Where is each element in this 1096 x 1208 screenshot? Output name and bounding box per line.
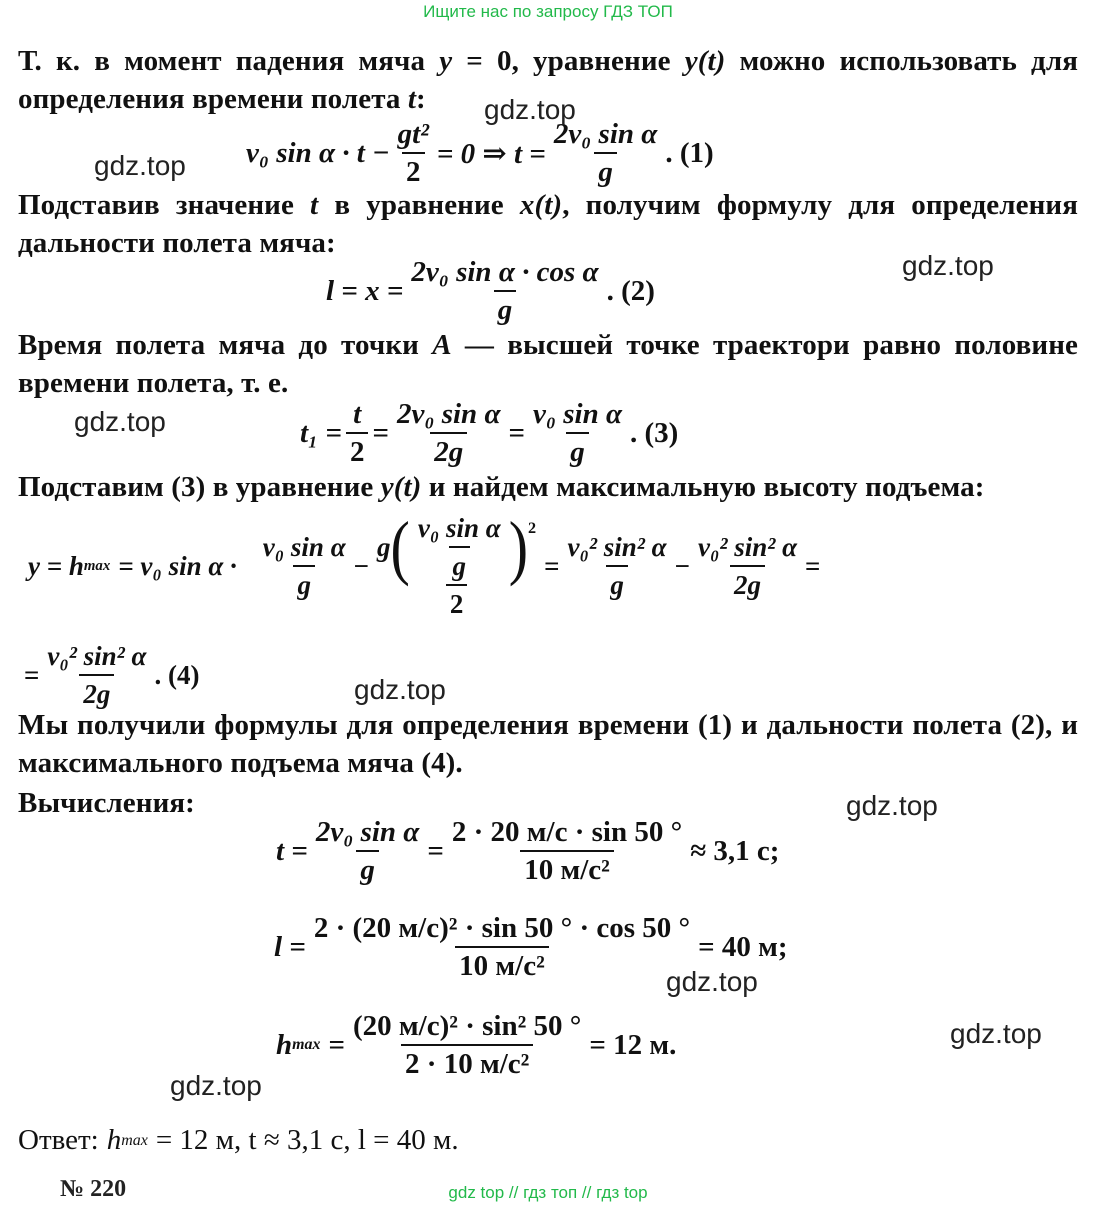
eq1-frac-b: $\frac{\text{2v₀ sin α}}{g}$ <box>553 118 658 188</box>
c3-left: h <box>276 1028 293 1061</box>
eq3-frac-a: $\frac{t}{2}$ <box>346 398 369 468</box>
symbol-t: t <box>310 189 319 221</box>
bottom-banner[interactable]: gdz top // гдз топ // гдз top <box>448 1183 648 1202</box>
text: и найдем максимальную высоту подъема: <box>428 471 985 503</box>
c1-left: t = <box>276 834 308 867</box>
eq3-frac-c: $\frac{\text{v₀ sin α}}{g}$ <box>533 398 623 468</box>
equation-4b: = $\frac{\text{v₀² sin² α}}{2g}$ . (4) <box>24 641 200 709</box>
equation-3: t₁ = $\frac{t}{2}$ = $\frac{\text{2v₀ sin α}}{2g}$ = $\frac{\text{v₀ sin α}}{g}$ . (3) <box>300 398 679 468</box>
eq4-inner-frac: $\frac{\text{v₀ sin α}}{g}$ <box>417 513 501 581</box>
answer: Ответ: h max = 12 м, t ≈ 3,1 с, l = 40 м. <box>18 1124 459 1156</box>
text: Время полета мяча до точки <box>18 329 419 361</box>
symbol-yt: y(t) <box>684 45 726 77</box>
symbol-yt: y(t) <box>380 471 422 503</box>
eq3-left: t₁ = <box>300 416 342 449</box>
eq1-tag: . (1) <box>665 136 714 169</box>
eq1-mid: = 0 ⇒ t = <box>436 137 546 170</box>
calc-1: t = $\frac{\text{2v₀ sin α}}{g}$ = $\frac{2 \cdot 20 м/с \cdot \sin 50 ^\circ}{\text{10 м/с²}}$ ≈ 3,1 с; <box>276 816 780 886</box>
eq4-sub: max <box>83 557 111 574</box>
paragraph-5 <box>18 706 1078 782</box>
eq2-frac: $\frac{\text{2v₀ sin α · cos α}}{g}$ <box>411 256 599 326</box>
text: можно использовать для определения времени полета <box>18 45 1078 115</box>
text: , получим формулу для определения дальности полета мяча: <box>18 189 1078 259</box>
text: в уравнение <box>334 189 504 221</box>
watermark: gdz.top <box>484 94 576 125</box>
eq4b-tag: . (4) <box>154 659 200 690</box>
text: Т. к. в момент падения мяча <box>18 45 426 77</box>
answer-values: = 12 м, t ≈ 3,1 с, l = 40 м. <box>155 1124 459 1156</box>
eq2-left: l = x = <box>326 274 404 307</box>
eq4-frac-3: $\frac{\text{v₀² sin² α}}{g}$ <box>567 532 667 600</box>
watermark: gdz.top <box>666 966 758 997</box>
calc-3: h max = $\frac{\text{(20 м/с)² · sin² 50 °}}{\text{2 · 10 м/с²}}$ = 12 м. <box>276 1010 677 1080</box>
paragraph-4 <box>18 468 1078 506</box>
text: Вычисления: <box>18 787 195 819</box>
watermark: gdz.top <box>170 1070 262 1101</box>
text: = 0, уравнение <box>466 45 671 77</box>
eq3-tag: . (3) <box>630 416 679 449</box>
eq3-frac-b: $\frac{\text{2v₀ sin α}}{2g}$ <box>396 398 501 468</box>
c3-frac: $\frac{\text{(20 м/с)² · sin² 50 °}}{\text{2 · 10 м/с²}}$ <box>353 1010 582 1080</box>
watermark: gdz.top <box>74 406 166 437</box>
eq1-left: v₀ sin α · t − <box>246 136 390 169</box>
eq4-frac-4: $\frac{\text{v₀² sin² α}}{2g}$ <box>697 532 798 600</box>
eq1-frac-a: $\frac{\text{gt²}}{2}$ <box>397 118 429 188</box>
c2-result: = 40 м; <box>698 930 788 963</box>
c2-left: l = <box>274 930 306 963</box>
cut-off-next-task: № 220 <box>60 1176 127 1202</box>
c2-frac: $\frac{\text{2 · (20 м/с)² · sin 50 ° · cos 50 °}}{\text{10 м/с²}}$ <box>313 912 691 982</box>
eq4-g: g <box>377 532 391 562</box>
c1-frac-b: $\frac{2 \cdot 20 м/с \cdot \sin 50 ^\circ}{\text{10 м/с²}}$ <box>451 816 683 886</box>
watermark: gdz.top <box>950 1018 1042 1049</box>
equation-1 <box>246 118 714 188</box>
text: Подставим (3) в уравнение <box>18 471 374 503</box>
eq4-left: y = h <box>28 550 84 581</box>
symbol-A: A <box>432 329 452 361</box>
text: Подставив значение <box>18 189 294 221</box>
watermark: gdz.top <box>846 790 938 821</box>
symbol-xt: x(t) <box>519 189 563 221</box>
symbol-y: y <box>439 45 453 77</box>
answer-label: Ответ: <box>18 1124 99 1156</box>
eq4-mid: = v₀ sin α · <box>118 550 237 581</box>
watermark: gdz.top <box>902 250 994 281</box>
eq4-square: 2 <box>528 519 537 537</box>
equation-4: y = h max = v₀ sin α · $\frac{\text{v₀ sin α}}{g}$ − g ( $\frac{\text{v₀ sin α}}{g}$ ) $^2$ 2 = $\frac{\text{v₀² sin² α}}{g}$ − $\frac{\text{v₀² sin² α}}{2g}$ = <box>28 505 821 619</box>
eq2-tag: . (2) <box>606 274 655 307</box>
equation-2 <box>326 256 655 326</box>
eq4b-frac: $\frac{\text{v₀² sin² α}}{2g}$ <box>47 641 147 709</box>
c3-result: = 12 м. <box>589 1028 677 1061</box>
top-banner[interactable]: Ищите нас по запросу ГДЗ ТОП <box>423 2 673 21</box>
symbol-t: t <box>407 83 417 115</box>
watermark: gdz.top <box>94 150 186 181</box>
watermark: gdz.top <box>354 674 446 705</box>
paragraph-1: Т. к. в момент падения мяча y = 0, уравнение y(t) можно использовать для определения времени полета t: <box>18 45 1078 115</box>
c1-result: ≈ 3,1 с; <box>690 834 780 867</box>
paragraph-3 <box>18 326 1078 402</box>
text: Мы получили формулы для определения времени (1) и дальности полета (2), и максимального подъема мяча (4). <box>18 709 1078 779</box>
text: — высшей точке траектори равно половине времени полета, т. е. <box>18 329 1078 399</box>
eq4-frac-1: $\frac{\text{v₀ sin α}}{g}$ <box>262 532 346 600</box>
c3-sub: max <box>292 1036 321 1053</box>
c1-frac-a: $\frac{\text{2v₀ sin α}}{g}$ <box>315 816 420 886</box>
eq4-frac-2: g ( $\frac{\text{v₀ sin α}}{g}$ ) $^2$ 2 <box>377 505 537 619</box>
